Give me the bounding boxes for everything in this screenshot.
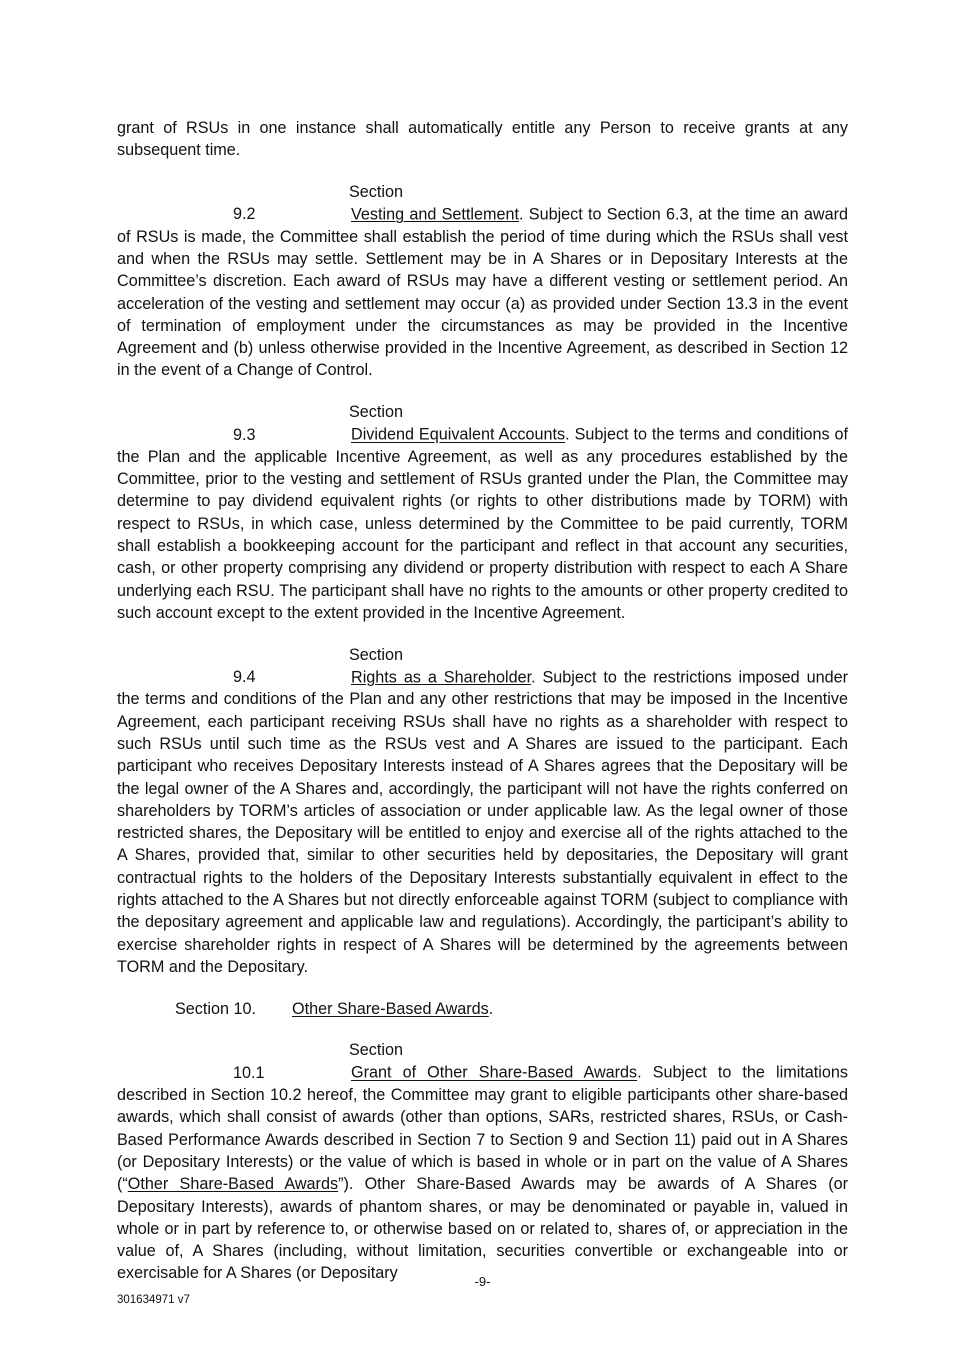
section-10-1-defined-term: Other Share-Based Awards — [127, 1175, 339, 1194]
section-10-period: . — [488, 999, 494, 1018]
section-10-1-paragraph — [117, 1039, 848, 1284]
section-9-2-paragraph — [117, 181, 848, 382]
section-9-3-number: Section 9.3 — [233, 403, 403, 444]
section-10-title: Other Share-Based Awards — [292, 999, 489, 1018]
section-10-number: Section 10. — [175, 999, 256, 1018]
section-10-1-body-b: ”). Other Share-Based Awards may be awards of A Shares (or Depositary Interests), awards of phantom shares, or may be denominated or payable in, valued in whole or in part by reference to, or otherwise based on or related to, shares of, or appreciation in the value of, A Shares (including, without limitation, securities convertible or exchangeable into or exercisable for A Shares (or Depositary — [117, 1175, 848, 1283]
page-number: -9- — [474, 1274, 491, 1289]
section-9-4-paragraph — [117, 644, 848, 978]
section-9-4-body: . Subject to the restrictions imposed under the terms and conditions of the Plan and any other restrictions that may be imposed in the Incentive Agreement, each participant receiving RSUs shall have no rights as a shareholder with respect to such RSUs until such time as the RSUs vest and A Shares are issued to the participant. Each participant who receives Depositary Interests instead of A Shares agrees that the Depositary will be the legal owner of the A Shares and, accordingly, the participant will not have the rights conferred on shareholders by TORM’s articles of association or under applicable law. As the legal owner of those restricted shares, the Depositary will be entitled to enjoy and exercise all of the rights attached to the A Shares, provided that, similar to other securities held by depositaries, the Depositary will grant contractual rights to the holders of the Depositary Interests substantially equivalent in effect to the rights attached to the A Shares but not directly enforceable against TORM (subject to compliance with the depositary agreement and applicable law and regulations). Accordingly, the participant’s ability to exercise shareholder rights in respect of A Shares will be determined by the agreements between TORM and the Depositary. — [117, 668, 848, 976]
section-10-1-number: Section 10.1 — [233, 1041, 403, 1082]
document-id: 301634971 v7 — [117, 1294, 190, 1306]
section-10-heading — [175, 998, 848, 1020]
section-9-3-paragraph — [117, 401, 848, 624]
section-9-2-number: Section 9.2 — [233, 183, 403, 224]
section-10-1-title: Grant of Other Share-Based Awards — [351, 1063, 638, 1082]
section-9-3-body: . Subject to the terms and conditions of the Plan and the applicable Incentive Agreement, as well as any procedures established by the Committee, prior to the vesting and settlement of RSUs granted under the Plan, the Committee may determine to pay dividend equivalent rights (or rights to other distributions made by TORM) with respect to RSUs, in which case, unless determined by the Committee to be paid currently, TORM shall establish a bookkeeping account for the participant and reflect in that account any securities, cash, or other property comprising any dividend or property distribution with respect to each A Share underlying each RSU. The participant shall have no rights to the amounts or other property credited to such account except to the extent provided in the Incentive Agreement. — [117, 425, 848, 622]
section-9-4-title: Rights as a Shareholder — [351, 668, 532, 687]
section-9-4-number: Section 9.4 — [233, 645, 403, 687]
document-body — [117, 117, 848, 1304]
section-9-3-title: Dividend Equivalent Accounts — [351, 425, 566, 444]
intro-paragraph: grant of RSUs in one instance shall automatically entitle any Person to receive grants at any subsequent time. — [117, 119, 848, 160]
section-9-2-body: . Subject to Section 6.3, at the time an award of RSUs is made, the Committee shall establish the period of time during which the RSUs shall vest and when the RSUs may settle. Settlement may be in A Shares or in Depositary Interests at the Committee’s discretion. Each award of RSUs may have a different vesting or settlement period. An acceleration of the vesting and settlement may occur (a) as provided under Section 13.3 in the event of termination of employment under the circumstances as may be provided in the Incentive Agreement and (b) unless otherwise provided in the Incentive Agreement, as described in Section 12 in the event of a Change of Control. — [117, 205, 849, 380]
section-9-2-title: Vesting and Settlement — [351, 205, 520, 224]
section-10-1-body-a: . Subject to the limitations described in Section 10.2 hereof, the Committee may grant to eligible participants other share-based awards, which shall consist of awards (other than options, SARs, restricted shares, RSUs, or Cash-Based Performance Awards described in Section 7 to Section 9 and Section 11) paid out in A Shares (or Depositary Interests) or the value of which is based in whole or in part on the value of A Shares (“ — [117, 1063, 848, 1194]
